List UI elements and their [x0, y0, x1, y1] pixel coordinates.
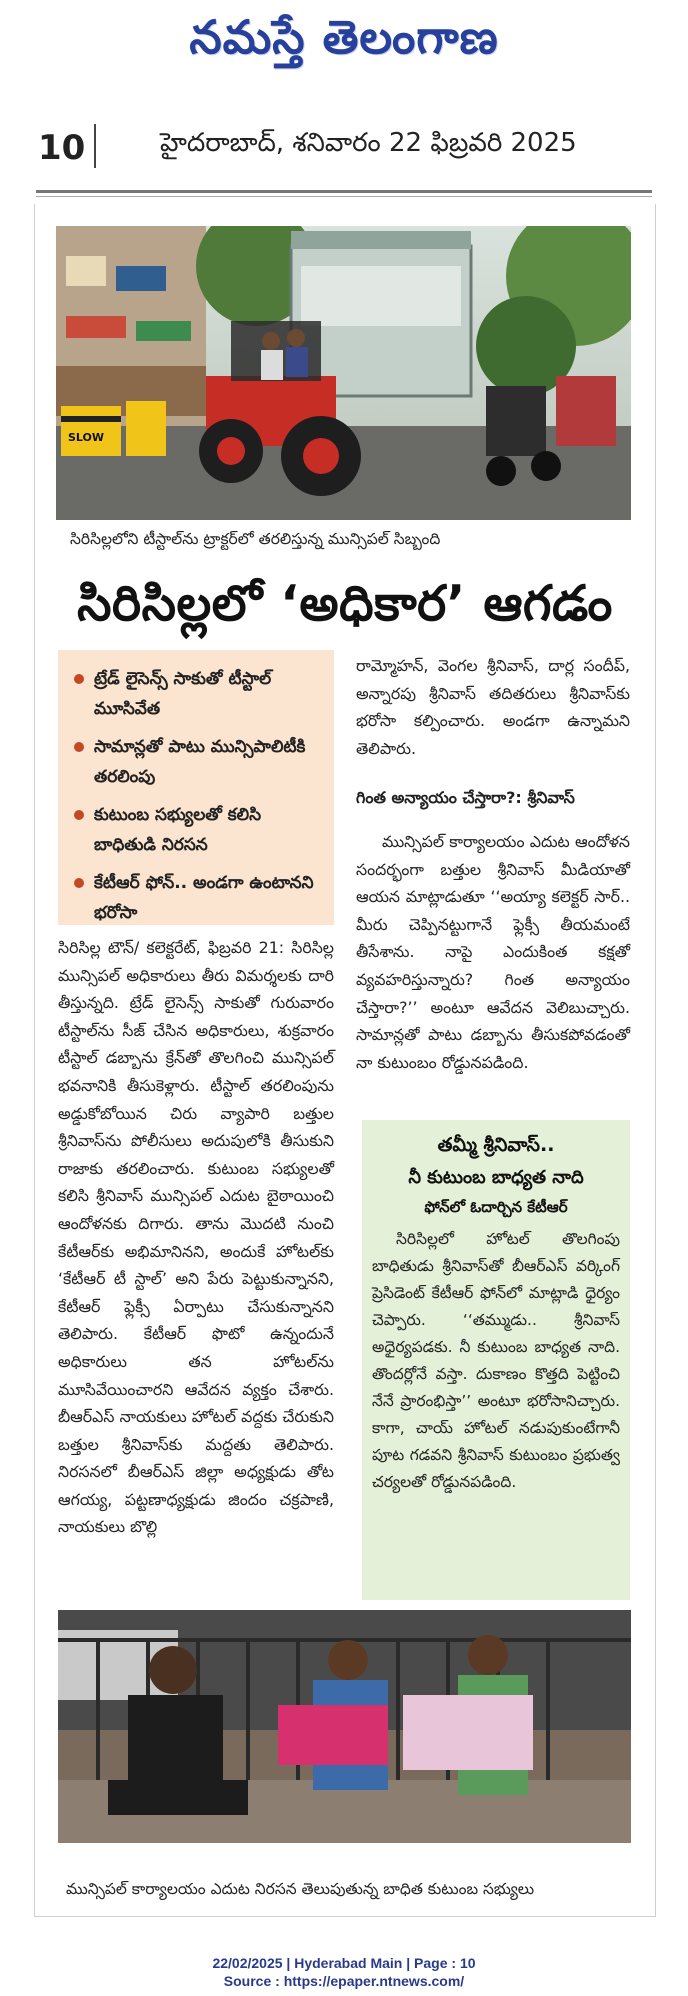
- newspaper-logo: నమస్తే తెలంగాణ: [189, 10, 499, 64]
- footer: [0, 1954, 688, 1990]
- sidebox-title: తమ్మీ శ్రీనివాస్..: [437, 1134, 555, 1156]
- photo-caption-top: సిరిసిల్లలోని టీస్టాల్‌ను ట్రాక్టర్‌లో తరలిస్తున్న మున్సిపల్ సిబ్బంది: [70, 530, 441, 548]
- footer-line-source: Source : https://epaper.ntnews.com/: [223, 1973, 465, 1989]
- header-rule: [36, 190, 652, 193]
- highlights-box: [58, 650, 334, 925]
- highlight-item: కుటుంబ సభ్యులతో కలిసి బాధితుడి నిరసన: [72, 800, 324, 860]
- photo-tractor-teastall: [56, 226, 631, 520]
- article-body-right-bottom: మున్సిపల్ కార్యాలయం ఎదుట ఆందోళన సందర్భంగా బత్తుల శ్రీనివాస్ మీడియాతో ఆయన మాట్లాడుతూ ‘‘అయ్యా కలెక్టర్ సార్.. మీరు చెప్పినట్టుగానే ఫ్లెక్సీ తీయమంటే తీసేశాను. నాపై ఎందుకింత కక్షతో వ్యవహరిస్తున్నారు? గింత అన్యాయం చేస్తారా?’’ అంటూ ఆవేదన వెలిబుచ్చారు. సామాన్లతో పాటు డబ్బాను తీసుకపోవడంతో నా కుటుంబం రోడ్డునపడింది.: [356, 832, 630, 1072]
- bullet-icon: [74, 674, 84, 684]
- sidebox-kicker: ఫోన్‌లో ఓదార్చిన కేటీఆర్: [424, 1198, 568, 1216]
- subheading: గింత అన్యాయం చేస్తారా?: శ్రీనివాస్: [356, 788, 575, 807]
- footer-line-date: 22/02/2025 | Hyderabad Main | Page : 10: [212, 1955, 476, 1971]
- header-rule-thin: [36, 196, 652, 197]
- photo-caption-bottom: మున్సిపల్ కార్యాలయం ఎదుట నిరసన తెలుపుతున్న బాధిత కుటుంబ సభ్యులు: [66, 1880, 535, 1898]
- page-number-divider: [94, 124, 96, 168]
- article-body-left: సిరిసిల్ల టౌన్/ కలెక్టరేట్, ఫిబ్రవరి 21: సిరిసిల్ల మున్సిపల్ అధికారులు తీరు విమర్శలకు దారి తీస్తున్నది. ట్రేడ్ లైసెన్స్ సాకుతో గురువారం టీస్టాల్‌ను సీజ్ చేసిన అధికారులు, శుక్రవారం టీస్టాల్ డబ్బాను క్రేన్‌తో తొలగించి మున్సిపల్ భవనానికి తీసుకెళ్లారు. టీస్టాల్ తరలింపును అడ్డుకోబోయిన చిరు వ్యాపారి బత్తుల శ్రీనివాస్‌ను పోలీసులు అదుపులోకి తీసుకుని రాజాకు తరలించారు. కుటుంబ సభ్యులతో కలిసి శ్రీనివాస్ మున్సిపల్ ఎదుట బైఠాయించి ఆందోళనకు దిగారు. తాను మొదటి నుంచి కేటీఆర్‌కు అభిమానినని, అందుకే హోటల్‌కు ‘కేటీఆర్ టీ స్టాల్’ అని పేరు పెట్టుకున్నానని, కేటీఆర్ ఫ్లెక్సీ ఏర్పాటు చేసుకున్నానని తెలిపారు. కేటీఆర్ ఫొటో ఉన్నందునే అధికారులు తన హోటల్‌ను మూసివేయించారని ఆవేదన వ్యక్తం చేశారు. బీఆర్‌ఎస్ నాయకులు హోటల్ వద్దకు చేరుకుని బత్తుల శ్రీనివాస్‌కు మద్దతు తెలిపారు. నిరసనలో బీఆర్‌ఎస్ జిల్లా అధ్యక్షుడు తోట ఆగయ్య, పట్టణాధ్యక్షుడు జిందం చక్రపాణి, నాయకులు బొల్లి: [58, 938, 334, 1537]
- page-number: 10: [38, 128, 86, 168]
- sidebox-subtitle: నీ కుటుంబ బాధ్యత నాది: [408, 1167, 584, 1188]
- bullet-icon: [74, 878, 84, 888]
- bullet-icon: [74, 742, 84, 752]
- ktr-sidebox: [362, 1120, 630, 1600]
- slow-sign-text: SLOW: [68, 431, 105, 444]
- dateline: హైదరాబాద్, శనివారం 22 ఫిబ్రవరి 2025: [160, 128, 577, 158]
- highlight-item: ట్రేడ్ లైసెన్స్ సాకుతో టీస్టాల్ మూసివేత: [72, 664, 324, 724]
- sidebox-text: సిరిసిల్లలో హోటల్ తొలగింపు బాధితుడు శ్రీనివాస్‌తో బీఆర్‌ఎస్ వర్కింగ్ ప్రెసిడెంట్ కేటీఆర్ ఫోన్‌లో మాట్లాడి ధైర్యం చెప్పారు. ‘‘తమ్ముడు.. శ్రీనివాస్ అధైర్యపడకు. నీ కుటుంబ బాధ్యత నాది. తొందర్లోనే వస్తా. దుకాణం కొత్తది పెట్టించి నేనే ప్రారంభిస్తా’’ అంటూ భరోసానిచ్చారు. కాగా, చాయ్ హోటల్ నడుపుకుంటేగానీ పూట గడవని శ్రీనివాస్ కుటుంబం ప్రభుత్వ చర్యలతో రోడ్డునపడింది.: [372, 1230, 620, 1491]
- headline: సిరిసిల్లలో ‘అధికార’ ఆగడం: [77, 575, 613, 632]
- bullet-icon: [74, 810, 84, 820]
- masthead: [0, 0, 688, 80]
- photo-family-protest: [58, 1610, 631, 1843]
- highlight-item: కేటీఆర్ ఫోన్.. అండగా ఉంటానని భరోసా: [72, 868, 324, 928]
- article-body-right-top: రామ్మోహన్, వెంగల శ్రీనివాస్, దార్ల సందీప్, అన్నారపు శ్రీనివాస్ తదితరులు శ్రీనివాస్‌కు భరోసా కల్పించారు. అండగా ఉన్నామని తెలిపారు.: [356, 656, 630, 758]
- highlight-item: సామాన్లతో పాటు మున్సిపాలిటీకి తరలింపు: [72, 732, 324, 792]
